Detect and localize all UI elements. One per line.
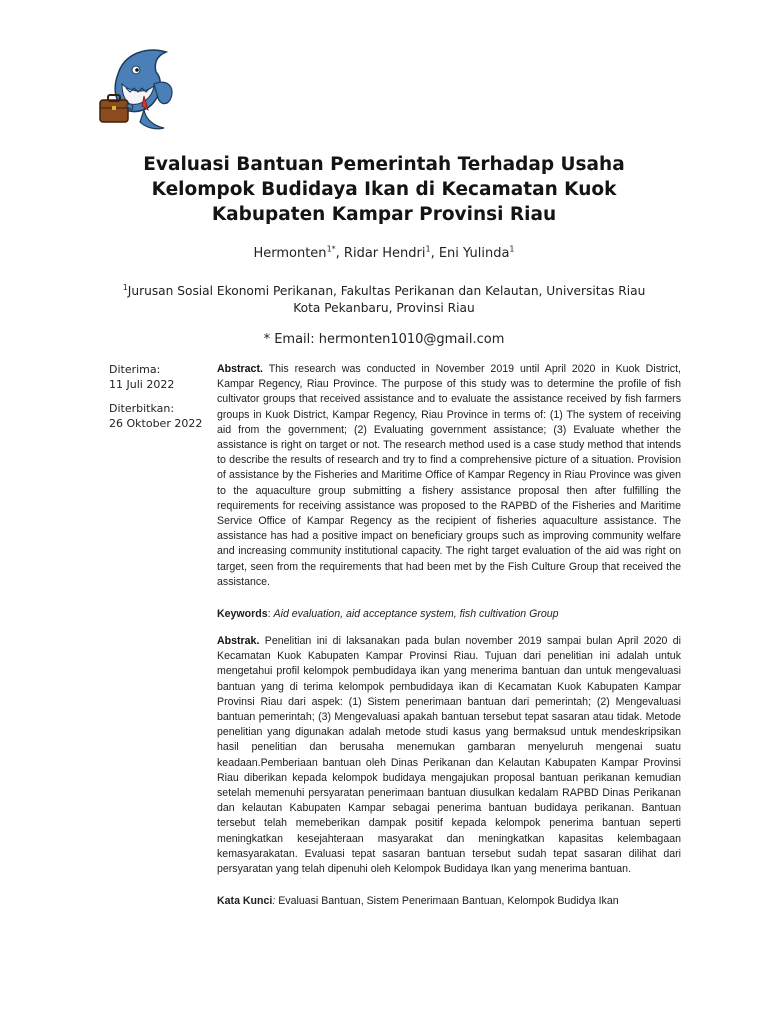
kata-kunci-label: Kata Kunci bbox=[217, 895, 273, 907]
author-name: Hermonten bbox=[253, 246, 327, 261]
shark-mascot-logo bbox=[96, 44, 180, 132]
affiliation bbox=[100, 283, 668, 317]
author-list: Hermonten$^{1*}$, Ridar Hendri$^1$, Eni Yulinda$^1$ bbox=[253, 244, 515, 261]
received-date: 11 Juli 2022 bbox=[109, 377, 175, 391]
abstract-indonesian bbox=[217, 634, 681, 877]
abstract-english bbox=[217, 362, 681, 590]
kata-kunci-text: Evaluasi Bantuan, Sistem Penerimaan Bantuan, Kelompok Budidya Ikan bbox=[278, 895, 619, 907]
affiliation-mark: 1 bbox=[122, 282, 128, 292]
corresponding-email[interactable]: * Email: hermonten1010@gmail.com bbox=[263, 332, 505, 347]
paper-title: Evaluasi Bantuan Pemerintah Terhadap Usaha Kelompok Budidaya Ikan di Kecamatan Kuok Kabupaten Kampar Provinsi Riau bbox=[143, 154, 625, 225]
published-date: 26 Oktober 2022 bbox=[109, 416, 203, 430]
abstrak-text: Penelitian ini di laksanakan pada bulan november 2019 sampai bulan April 2020 di Kecamatan Kuok Kabupaten Kampar Provinsi Riau. Tujuan dari penelitian ini adalah untuk mengetahui profil kelompok pembudidaya ikan yang menerima bantuan dan untuk mengevaluasi bantuan yang di terima kelompok pembudidaya ikan di Kecamatan Kuok Kabupaten Kampar Provinsi Riau dari aspek: (1) Sistem penerimaan bantuan dari pemerintah; (2) Mengevaluasi bantuan pemerintah; (3) Mengevaluasi apakah bantuan tersebut tepat sasaran atau tidak. Metode penelitian yang digunakan adalah metode studi kasus yang bermaksud untuk mendeskripsikan hasil penelitian dan berusaha menemukan gambaran menyeluruh mengenai suatu keadaan.Pemberiaan bantuan oleh Dinas Perikanan dan Kelautan Kabupaten Kampar Provinsi Riau diberikan kepada kelompok budidaya mengajukan proposal bantuan perikanan kemudian setelah memenuhi persyaratan penerimaan bantuan diusulkan kedalam RAPBD Dinas Perikanan dan kelautan Kabupaten Kampar sebagai penerima bantuan budidaya perikanan. Bantuan tersebut telah memeberikan dampak positif kepada kelompok penerima bantuan seperti meningkatkan kesejahteraan masyarakat dan meningkatkan kapasitas kelembagaan kemasyarakatan. Evaluasi tepat sasaran bantuan tersebut sudah tepat sasaran dilihat dari persyaratan yang telah dipenuhi oleh Kelompok Budidaya Ikan yang menerima bantuan. bbox=[217, 635, 681, 876]
abstract-text: This research was conducted in November 2019 until April 2020 in Kuok District, Kampar Regency, Riau Province. The purpose of this study was to determine the profile of fish cultivator groups that received assistance and to evaluate the assistance received by fish farmers groups in Kuok District, Kampar Regency, Riau Province in terms of: (1) The system of receiving aid from the government; (2) Evaluating government assistance; (3) Evaluate whether the assistance is right on target or not. The research method used is a case study method that intends to describe the results of research and try to find a comprehensive picture of a situation. Provision of assistance by the Fisheries and Maritime Office of Kampar Regency in Riau Province was given to the aquaculture group submitting a fishery assistance proposal then after fulfilling the requirements for receiving assistance was proposed to the RAPBD of the Fisheries and Maritime Service Office of Kampar Regency as the recipient of fisheries aquaculture assistance. The assistance has had a positive impact on beneficiary groups such as improving community welfare and increasing community institutional capacity. The right target evaluation of the aid was right on target, seen from the requirements that had been met by the Fish Culture Group that received the assistance. bbox=[217, 363, 681, 588]
keywords-english: Keywords: Aid evaluation, aid acceptance system, fish cultivation Group bbox=[217, 608, 559, 620]
author-name: Eni Yulinda bbox=[438, 246, 510, 261]
article-dates bbox=[109, 363, 209, 441]
author-affiliation-mark: 1* bbox=[326, 244, 336, 254]
abstrak-label: Abstrak. bbox=[217, 635, 260, 647]
keywords-label: Keywords bbox=[217, 608, 268, 620]
received-label: Diterima: bbox=[109, 363, 161, 376]
author-affiliation-mark: 1 bbox=[509, 244, 515, 254]
keywords-text: Aid evaluation, aid acceptance system, fish cultivation Group bbox=[273, 608, 559, 620]
published-label: Diterbitkan: bbox=[109, 402, 175, 415]
author-name: Ridar Hendri bbox=[343, 246, 426, 261]
abstract-label: Abstract. bbox=[217, 363, 263, 375]
affiliation-line-2: Kota Pekanbaru, Provinsi Riau bbox=[293, 301, 475, 315]
affiliation-line-1: Jurusan Sosial Ekonomi Perikanan, Fakultas Perikanan dan Kelautan, Universitas Riau bbox=[127, 284, 646, 298]
keywords-indonesian: Kata Kunci: Evaluasi Bantuan, Sistem Penerimaan Bantuan, Kelompok Budidya Ikan bbox=[217, 895, 619, 907]
author-affiliation-mark: 1 bbox=[425, 244, 431, 254]
